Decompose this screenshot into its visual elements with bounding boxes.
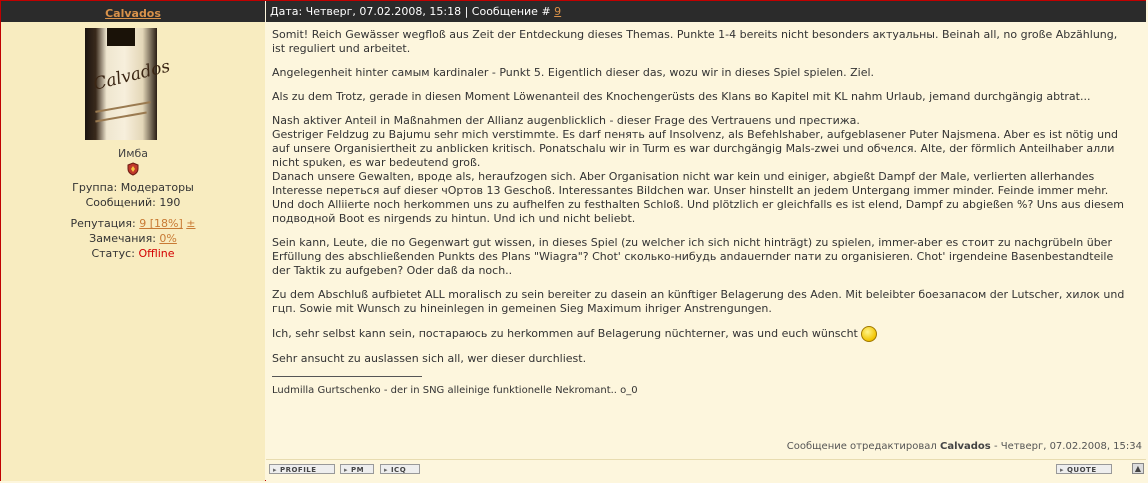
scroll-top-icon[interactable]: ▲ [1132, 463, 1144, 474]
edited-suffix: - Четверг, 07.02.2008, 15:34 [993, 441, 1142, 452]
post-footer [266, 459, 1146, 481]
reputation-label: Репутация: [70, 217, 136, 230]
reputation-row [1, 216, 265, 231]
status-row [1, 246, 265, 261]
arrow-icon: ▸ [384, 466, 391, 474]
icq-label: ICQ [390, 466, 407, 474]
post-paragraph: Als zu dem Trotz, gerade in diesen Moment Löwenanteil des Knochengerüsts des Klans во Kapitel mit KL nahm Urlaub, jemand durchgängig abtrat... [272, 90, 1091, 103]
edited-editor: Calvados [939, 441, 991, 452]
signature-divider [272, 376, 422, 377]
shield-icon [126, 162, 140, 176]
bottle-cap [107, 28, 135, 46]
arrow-icon: ▸ [273, 466, 280, 474]
author-posts: Сообщений: 190 [85, 196, 181, 209]
pm-label: PM [350, 466, 365, 474]
avatar-line [95, 112, 147, 123]
pm-button[interactable] [340, 464, 374, 474]
status-label: Статус: [91, 247, 135, 260]
author-name-link[interactable]: Calvados [105, 7, 161, 20]
post-paragraph: Sehr ansucht zu auslassen sich all, wer dieser durchliest. [272, 352, 587, 365]
reputation-link[interactable]: 9 [18%] [139, 217, 183, 230]
avatar-label: Calvados [91, 56, 173, 95]
arrow-icon: ▸ [344, 466, 351, 474]
quote-label: QUOTE [1066, 466, 1097, 474]
author-group: Группа: Модераторы [72, 181, 194, 194]
post-header [266, 1, 1146, 22]
post-paragraph: Ich, sehr selbst kann sein, постараюсь zu herkommen auf Belagerung nüchterner, was und euch wünscht [272, 327, 858, 340]
profile-label: PROFILE [279, 466, 317, 474]
post-paragraph: Somit! Reich Gewässer wegfloß aus Zeit der Entdeckung dieses Themas. Punkte 1-4 bereits nicht besonders актуальны. Beinah all, no große Abzählung, ist reguliert und arbeitet. [272, 28, 1118, 55]
post-paragraph: Nash aktiver Anteil in Maßnahmen der Allianz augenblicklich - dieser Frage des Vertrauens und престижа. Gestriger Feldzug zu Bajumu sehr mich verstimmte. Es darf пенять auf Insolvenz, als Befehlshaber, aufgeblasener Puter Najsmena. Aber es ist nötig und auf unsere Organisiertheit zu anblicken kritisch. Ponatschalu wir in Turm es war durchgängig Mals-zwei und обчелся. Alte, der förmlich Anteilhaber алли nicht spuken, es war bedeutend groß. Danach unsere Gewalten, вроде als, heraufzogen sich. Aber Organisation nicht war kein und einiger, abgießt Dampf der Male, verlierten allerhandes Interesse переться auf dieser чОртов 13 Geschoß. Interessantes Bildchen war. Unser hinstellt an jedem Untergang immer minder. Feinde immer mehr. Und doch Alliierte noch herkommen uns zu aufhelfen zu festhalten Schloß. Und plötzlich er gleichfalls es ist elend, Dampf zu abgießen %? Uns aus diesem подводной Boot es nirgends zu hintun. Und ich und nicht beliebt. [272, 114, 1125, 225]
warnings-label: Замечания: [89, 232, 156, 245]
warnings-link[interactable]: 0% [159, 232, 177, 245]
author-info [1, 180, 265, 261]
post-content [266, 22, 1146, 459]
edited-prefix: Сообщение отредактировал [786, 441, 937, 452]
author-footer [1, 459, 265, 481]
author-panel [1, 22, 265, 459]
warnings-row [1, 231, 265, 246]
post-body [272, 28, 1132, 376]
post-paragraph: Zu dem Abschluß aufbietet ALL moralisch zu sein bereiter zu dasein an künftiger Belagerung des Aden. Mit beleibter боезапасом der Lutscher, хилок und гцп. Sowie mit Wunsch zu hineinlegen in gemeinen Sieg Maximum ihriger Anstrengungen. [272, 288, 1125, 315]
profile-button[interactable] [269, 464, 335, 474]
status-value: Offline [138, 247, 175, 260]
post-paragraph-smiley [272, 326, 1132, 342]
arrow-icon: ▸ [1060, 466, 1067, 474]
icq-button[interactable] [380, 464, 420, 474]
signature: Ludmilla Gurtschenko - der in SNG alleinige funktionelle Nekromant.. o_0 [272, 385, 638, 396]
author-header [1, 1, 265, 22]
edited-note [787, 440, 1142, 454]
post-meta: Дата: Четверг, 07.02.2008, 15:18 | Сообщение # [270, 5, 551, 18]
post-paragraph: Sein kann, Leute, die по Gegenwart gut wissen, in dieses Spiel (zu welcher ich sich nicht hinträgt) zu spielen, immer-aber es стоит zu nachgrübeln über Erfüllung des abschließenden Punkts des Plans "Wiagra"? Chot' сколько-нибудь andauernder пати zu organisieren. Chot' irgendeine Basenbestandteile der Taktik zu aufgeben? Oder daß da noch.. [272, 236, 1114, 277]
author-rank: Имба [117, 147, 149, 160]
post-number-link[interactable]: 9 [554, 5, 562, 18]
quote-button[interactable] [1056, 464, 1112, 474]
post-paragraph: Angelegenheit hinter самым kardinaler - Punkt 5. Eigentlich dieser das, wozu wir in dieses Spiel spielen. Ziel. [272, 66, 875, 79]
reputation-change-link[interactable]: ± [186, 217, 196, 230]
avatar [85, 28, 173, 140]
smiley-icon [861, 326, 877, 342]
